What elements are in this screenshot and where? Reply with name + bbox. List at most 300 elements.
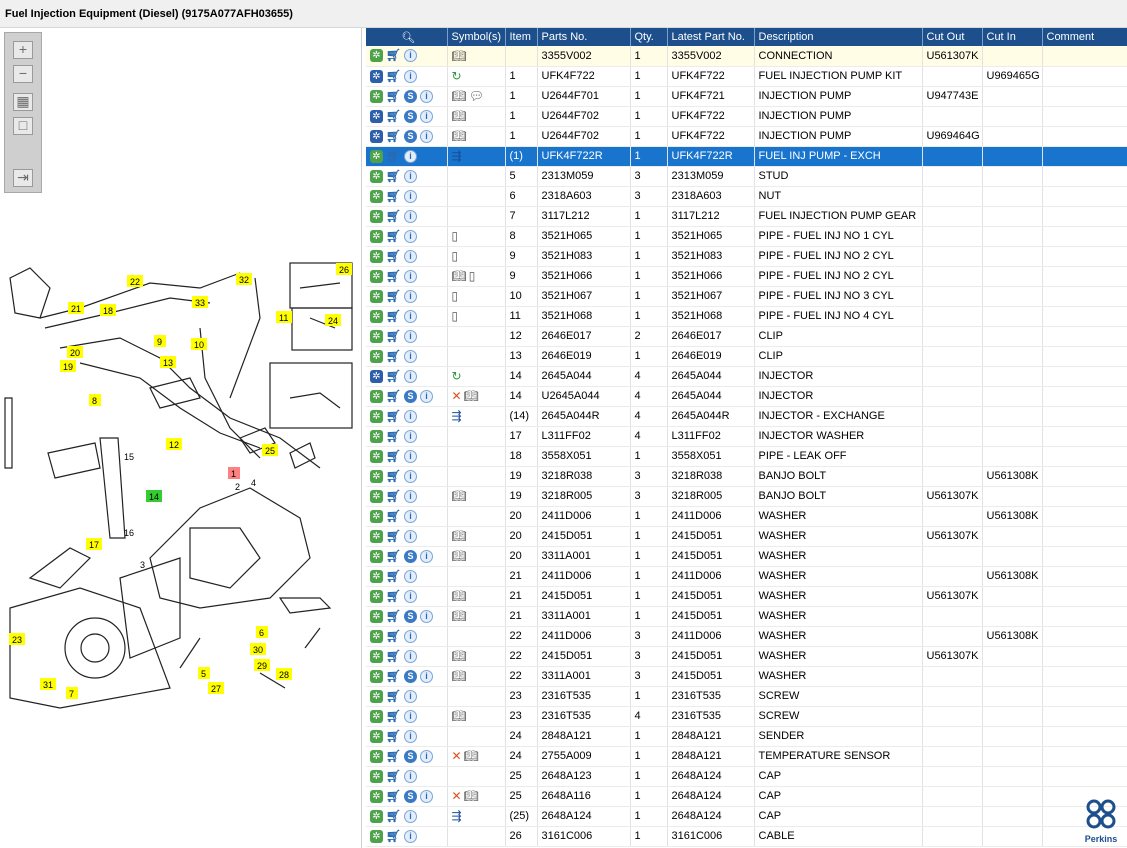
pipe-icon[interactable]: ▯ bbox=[468, 269, 476, 283]
supersession-icon[interactable]: S bbox=[404, 610, 417, 623]
kit-refresh-icon[interactable]: ↻ bbox=[451, 369, 462, 383]
svg-text:21: 21 bbox=[71, 304, 82, 314]
add-to-cart-icon[interactable]: 🛒︎ bbox=[386, 108, 402, 123]
cell-cut-out bbox=[922, 706, 982, 726]
table-row[interactable] bbox=[366, 586, 1127, 606]
cell-item: 25 bbox=[505, 786, 537, 806]
part-details-icon[interactable]: ✲ bbox=[370, 650, 383, 663]
table-row[interactable] bbox=[366, 786, 1127, 806]
callout-1 bbox=[228, 467, 240, 479]
row-actions bbox=[366, 706, 447, 726]
cell-description: PIPE - FUEL INJ NO 2 CYL bbox=[754, 266, 922, 286]
supersession-icon[interactable]: S bbox=[404, 390, 417, 403]
part-details-icon[interactable]: ✲ bbox=[370, 530, 383, 543]
part-details-icon[interactable]: ✲ bbox=[370, 390, 383, 403]
add-to-cart-icon[interactable]: 🛒︎ bbox=[386, 408, 402, 423]
info-icon[interactable]: i bbox=[420, 750, 433, 763]
fit-view-button[interactable]: ▦ bbox=[13, 93, 33, 111]
table-row[interactable] bbox=[366, 126, 1127, 146]
add-to-cart-icon[interactable]: 🛒︎ bbox=[386, 688, 402, 703]
discontinued-icon[interactable]: ✕ bbox=[451, 789, 462, 803]
info-icon[interactable]: i bbox=[404, 510, 417, 523]
add-to-cart-icon[interactable]: 🛒︎ bbox=[386, 628, 402, 643]
cell-cut-out: U947743E bbox=[922, 86, 982, 106]
cell-qty: 1 bbox=[630, 66, 667, 86]
supersession-icon[interactable]: S bbox=[404, 110, 417, 123]
info-icon[interactable]: i bbox=[404, 310, 417, 323]
add-to-cart-icon[interactable]: 🛒︎ bbox=[386, 648, 402, 663]
table-row[interactable] bbox=[366, 566, 1127, 586]
cell-qty: 1 bbox=[630, 106, 667, 126]
table-row[interactable] bbox=[366, 646, 1127, 666]
part-details-icon[interactable]: ✲ bbox=[370, 810, 383, 823]
add-to-cart-icon[interactable]: 🛒︎ bbox=[386, 768, 402, 783]
svg-text:30: 30 bbox=[253, 645, 264, 655]
row-symbols bbox=[447, 606, 505, 626]
cell-latest-part: 3355V002 bbox=[667, 46, 754, 66]
book-icon[interactable]: 📖︎ bbox=[451, 89, 467, 103]
table-row[interactable] bbox=[366, 306, 1127, 326]
cell-item: 14 bbox=[505, 386, 537, 406]
part-details-icon[interactable]: ✲ bbox=[370, 770, 383, 783]
column-header-symbols[interactable]: Symbol(s) bbox=[447, 28, 505, 46]
add-to-cart-icon[interactable]: 🛒︎ bbox=[386, 48, 402, 63]
cell-cut-out bbox=[922, 466, 982, 486]
table-row[interactable] bbox=[366, 66, 1127, 86]
table-row[interactable] bbox=[366, 86, 1127, 106]
cell-latest-part: 2648A124 bbox=[667, 806, 754, 826]
part-details-icon[interactable]: ✲ bbox=[370, 570, 383, 583]
part-details-icon[interactable]: ✲ bbox=[370, 670, 383, 683]
cell-cut-in bbox=[982, 826, 1042, 846]
cell-parts-no: 3218R038 bbox=[537, 466, 630, 486]
part-details-icon[interactable]: ✲ bbox=[370, 730, 383, 743]
part-details-icon[interactable]: ✲ bbox=[370, 450, 383, 463]
reset-view-button[interactable]: □ bbox=[13, 117, 33, 135]
cell-parts-no: 2411D006 bbox=[537, 626, 630, 646]
zoom-in-button[interactable]: + bbox=[13, 41, 33, 59]
supersession-icon[interactable]: S bbox=[404, 670, 417, 683]
info-icon[interactable]: i bbox=[404, 330, 417, 343]
book-icon[interactable]: 📖︎ bbox=[451, 489, 467, 503]
cell-item: 5 bbox=[505, 166, 537, 186]
table-row[interactable] bbox=[366, 346, 1127, 366]
add-to-cart-icon[interactable]: 🛒︎ bbox=[386, 608, 402, 623]
cell-cut-out: U969464G bbox=[922, 126, 982, 146]
book-icon[interactable]: 📖︎ bbox=[451, 669, 467, 683]
part-details-icon[interactable]: ✲ bbox=[370, 710, 383, 723]
part-details-icon[interactable]: ✲ bbox=[370, 350, 383, 363]
table-row[interactable] bbox=[366, 226, 1127, 246]
zoom-toolbox bbox=[4, 32, 42, 193]
book-icon[interactable]: 📖︎ bbox=[451, 709, 467, 723]
svg-text:16: 16 bbox=[124, 528, 135, 538]
info-icon[interactable]: i bbox=[404, 410, 417, 423]
table-row[interactable] bbox=[366, 706, 1127, 726]
cell-cut-in bbox=[982, 446, 1042, 466]
add-to-cart-icon[interactable]: 🛒︎ bbox=[386, 508, 402, 523]
column-header-cut-out[interactable]: Cut Out bbox=[922, 28, 982, 46]
row-symbols bbox=[447, 406, 505, 426]
row-actions bbox=[366, 606, 447, 626]
part-details-icon[interactable]: ✲ bbox=[370, 310, 383, 323]
table-row[interactable] bbox=[366, 406, 1127, 426]
add-to-cart-icon[interactable]: 🛒︎ bbox=[386, 188, 402, 203]
info-icon[interactable]: i bbox=[404, 250, 417, 263]
info-icon[interactable]: i bbox=[404, 690, 417, 703]
cell-latest-part: 3218R005 bbox=[667, 486, 754, 506]
table-row[interactable] bbox=[366, 546, 1127, 566]
info-icon[interactable]: i bbox=[404, 810, 417, 823]
info-icon[interactable]: i bbox=[404, 450, 417, 463]
info-icon[interactable]: i bbox=[420, 130, 433, 143]
row-actions bbox=[366, 426, 447, 446]
column-header-item[interactable]: Item bbox=[505, 28, 537, 46]
discontinued-icon[interactable]: ✕ bbox=[451, 389, 462, 403]
table-row[interactable] bbox=[366, 106, 1127, 126]
info-icon[interactable]: i bbox=[420, 790, 433, 803]
part-details-icon[interactable]: ✲ bbox=[370, 590, 383, 603]
add-to-cart-icon[interactable]: 🛒︎ bbox=[386, 388, 402, 403]
cell-cut-in bbox=[982, 46, 1042, 66]
cell-parts-no: U2644F702 bbox=[537, 126, 630, 146]
info-icon[interactable]: i bbox=[404, 49, 417, 62]
table-row[interactable] bbox=[366, 426, 1127, 446]
zoom-out-button[interactable]: − bbox=[13, 65, 33, 83]
table-row[interactable] bbox=[366, 166, 1127, 186]
add-to-cart-icon[interactable]: 🛒︎ bbox=[386, 308, 402, 323]
add-to-cart-icon[interactable]: 🛒︎ bbox=[386, 588, 402, 603]
part-details-icon[interactable]: ✲ bbox=[370, 790, 383, 803]
part-details-icon[interactable]: ✲ bbox=[370, 190, 383, 203]
add-to-cart-icon[interactable]: 🛒︎ bbox=[386, 808, 402, 823]
info-icon[interactable]: i bbox=[420, 610, 433, 623]
cell-description: INJECTION PUMP bbox=[754, 86, 922, 106]
add-to-cart-icon[interactable]: 🛒︎ bbox=[386, 248, 402, 263]
cell-comment bbox=[1042, 226, 1127, 246]
cell-description: INJECTOR bbox=[754, 386, 922, 406]
cell-cut-in bbox=[982, 706, 1042, 726]
column-header-description[interactable]: Description bbox=[754, 28, 922, 46]
book-icon[interactable]: 📖︎ bbox=[451, 48, 467, 63]
row-symbols bbox=[447, 226, 505, 246]
part-details-icon[interactable]: ✲ bbox=[370, 150, 383, 163]
cell-comment bbox=[1042, 186, 1127, 206]
callout-14 bbox=[146, 490, 162, 502]
exploded-parts-diagram[interactable] bbox=[0, 228, 362, 718]
book-icon[interactable]: 📖︎ bbox=[451, 549, 467, 563]
cell-latest-part: 2415D051 bbox=[667, 526, 754, 546]
cell-latest-part: 2318A603 bbox=[667, 186, 754, 206]
info-icon[interactable]: i bbox=[404, 630, 417, 643]
table-row[interactable] bbox=[366, 206, 1127, 226]
cell-cut-out bbox=[922, 746, 982, 766]
part-details-icon[interactable]: ✲ bbox=[370, 630, 383, 643]
part-details-icon[interactable]: ✲ bbox=[370, 170, 383, 183]
callout-13 bbox=[160, 356, 176, 368]
row-actions bbox=[366, 126, 447, 146]
info-icon[interactable]: i bbox=[404, 150, 417, 163]
add-to-cart-icon[interactable]: 🛒︎ bbox=[386, 748, 402, 763]
info-icon[interactable]: i bbox=[404, 170, 417, 183]
table-row[interactable] bbox=[366, 626, 1127, 646]
table-row[interactable] bbox=[366, 686, 1127, 706]
info-icon[interactable]: i bbox=[404, 270, 417, 283]
info-icon[interactable]: i bbox=[404, 210, 417, 223]
pipe-icon[interactable]: ▯ bbox=[451, 309, 459, 323]
cell-qty: 1 bbox=[630, 46, 667, 66]
cell-parts-no: 2316T535 bbox=[537, 686, 630, 706]
table-row[interactable] bbox=[366, 806, 1127, 826]
row-symbols bbox=[447, 726, 505, 746]
book-icon[interactable]: 📖︎ bbox=[451, 269, 467, 283]
part-kit-icon[interactable]: ✲ bbox=[370, 130, 383, 143]
kit-refresh-icon[interactable]: ↻ bbox=[451, 69, 462, 83]
info-icon[interactable]: i bbox=[404, 70, 417, 83]
table-row[interactable] bbox=[366, 46, 1127, 66]
add-to-cart-icon[interactable]: 🛒︎ bbox=[386, 728, 402, 743]
info-icon[interactable]: i bbox=[404, 470, 417, 483]
table-row[interactable] bbox=[366, 746, 1127, 766]
add-to-cart-icon[interactable]: 🛒︎ bbox=[386, 788, 402, 803]
discontinued-icon[interactable]: ✕ bbox=[451, 749, 462, 763]
column-header-comment[interactable]: Comment bbox=[1042, 28, 1127, 46]
column-header-cut-in[interactable]: Cut In bbox=[982, 28, 1042, 46]
info-icon[interactable]: i bbox=[420, 110, 433, 123]
info-icon[interactable]: i bbox=[404, 190, 417, 203]
info-icon[interactable]: i bbox=[404, 590, 417, 603]
table-row[interactable] bbox=[366, 286, 1127, 306]
add-to-cart-icon[interactable]: 🛒︎ bbox=[386, 708, 402, 723]
cell-description: CLIP bbox=[754, 326, 922, 346]
part-details-icon[interactable]: ✲ bbox=[370, 90, 383, 103]
part-details-icon[interactable]: ✲ bbox=[370, 430, 383, 443]
part-details-icon[interactable]: ✲ bbox=[370, 410, 383, 423]
cell-cut-out: U561307K bbox=[922, 486, 982, 506]
part-details-icon[interactable]: ✲ bbox=[370, 750, 383, 763]
add-to-cart-icon[interactable]: 🛒︎ bbox=[386, 288, 402, 303]
table-row[interactable] bbox=[366, 366, 1127, 386]
cell-latest-part: 3521H066 bbox=[667, 266, 754, 286]
table-row[interactable] bbox=[366, 446, 1127, 466]
cell-item: 20 bbox=[505, 526, 537, 546]
row-symbols bbox=[447, 446, 505, 466]
cell-parts-no: L311FF02 bbox=[537, 426, 630, 446]
callout-21 bbox=[68, 302, 84, 314]
table-row[interactable] bbox=[366, 666, 1127, 686]
comment-icon[interactable]: 💬︎ bbox=[468, 89, 484, 103]
info-icon[interactable]: i bbox=[404, 530, 417, 543]
callout-9 bbox=[154, 335, 166, 347]
cell-description: CAP bbox=[754, 786, 922, 806]
book-icon[interactable]: 📖︎ bbox=[451, 529, 467, 543]
info-icon[interactable]: i bbox=[404, 710, 417, 723]
cell-comment bbox=[1042, 666, 1127, 686]
table-row[interactable] bbox=[366, 506, 1127, 526]
book-icon[interactable]: 📖︎ bbox=[463, 749, 479, 763]
cell-description: BANJO BOLT bbox=[754, 466, 922, 486]
add-to-cart-icon[interactable]: 🛒︎ bbox=[386, 88, 402, 103]
info-icon[interactable]: i bbox=[404, 350, 417, 363]
info-icon[interactable]: i bbox=[404, 650, 417, 663]
table-row[interactable] bbox=[366, 146, 1127, 166]
cell-latest-part: 2415D051 bbox=[667, 666, 754, 686]
supersession-icon[interactable]: S bbox=[404, 550, 417, 563]
table-row[interactable] bbox=[366, 246, 1127, 266]
add-to-cart-icon[interactable]: 🛒︎ bbox=[386, 68, 402, 83]
book-icon[interactable]: 📖︎ bbox=[451, 129, 467, 143]
row-actions bbox=[366, 626, 447, 646]
row-symbols bbox=[447, 586, 505, 606]
table-row[interactable] bbox=[366, 726, 1127, 746]
add-to-cart-icon[interactable]: 🛒︎ bbox=[386, 348, 402, 363]
cell-latest-part: 2646E019 bbox=[667, 346, 754, 366]
cell-qty: 1 bbox=[630, 506, 667, 526]
cell-item: 24 bbox=[505, 746, 537, 766]
table-row[interactable] bbox=[366, 526, 1127, 546]
supersession-icon[interactable]: S bbox=[404, 750, 417, 763]
info-icon[interactable]: i bbox=[420, 390, 433, 403]
part-details-icon[interactable]: ✲ bbox=[370, 490, 383, 503]
svg-text:7: 7 bbox=[69, 689, 75, 699]
part-details-icon[interactable]: ✲ bbox=[370, 470, 383, 483]
row-symbols bbox=[447, 326, 505, 346]
add-to-cart-icon[interactable]: 🛒︎ bbox=[386, 668, 402, 683]
column-header-parts-no[interactable]: Parts No. bbox=[537, 28, 630, 46]
supersession-icon[interactable]: S bbox=[404, 790, 417, 803]
row-actions bbox=[366, 146, 447, 166]
callout-20 bbox=[67, 346, 83, 358]
add-to-cart-icon[interactable]: 🛒︎ bbox=[386, 428, 402, 443]
cell-parts-no: 2316T535 bbox=[537, 706, 630, 726]
row-symbols bbox=[447, 66, 505, 86]
column-header-actions[interactable] bbox=[366, 28, 447, 46]
cell-cut-out bbox=[922, 766, 982, 786]
add-to-cart-icon[interactable]: 🛒︎ bbox=[386, 228, 402, 243]
table-row[interactable] bbox=[366, 486, 1127, 506]
cell-qty: 3 bbox=[630, 666, 667, 686]
info-icon[interactable]: i bbox=[420, 90, 433, 103]
book-icon[interactable]: 📖︎ bbox=[451, 589, 467, 603]
pipe-icon[interactable]: ▯ bbox=[451, 229, 459, 243]
callout-29 bbox=[254, 659, 270, 671]
part-details-icon[interactable]: ✲ bbox=[370, 690, 383, 703]
book-icon[interactable]: 📖︎ bbox=[463, 389, 479, 403]
part-details-icon[interactable]: ✲ bbox=[370, 330, 383, 343]
cell-description: WASHER bbox=[754, 566, 922, 586]
part-details-icon[interactable]: ✲ bbox=[370, 250, 383, 263]
pipe-icon[interactable]: ▯ bbox=[451, 289, 459, 303]
row-symbols bbox=[447, 126, 505, 146]
add-to-cart-icon[interactable]: 🛒︎ bbox=[386, 528, 402, 543]
table-row[interactable] bbox=[366, 466, 1127, 486]
add-to-cart-icon[interactable]: 🛒︎ bbox=[386, 148, 402, 163]
part-details-icon[interactable]: ✲ bbox=[370, 510, 383, 523]
row-actions bbox=[366, 546, 447, 566]
info-icon[interactable]: i bbox=[420, 550, 433, 563]
add-to-cart-icon[interactable]: 🛒︎ bbox=[386, 568, 402, 583]
exchange-icon[interactable]: ⇶ bbox=[451, 149, 462, 163]
part-kit-icon[interactable]: ✲ bbox=[370, 370, 383, 383]
table-row[interactable] bbox=[366, 186, 1127, 206]
add-to-cart-icon[interactable]: 🛒︎ bbox=[386, 468, 402, 483]
info-icon[interactable]: i bbox=[420, 670, 433, 683]
part-details-icon[interactable]: ✲ bbox=[370, 270, 383, 283]
part-details-icon[interactable]: ✲ bbox=[370, 230, 383, 243]
table-row[interactable] bbox=[366, 606, 1127, 626]
add-to-cart-icon[interactable]: 🛒︎ bbox=[386, 128, 402, 143]
part-details-icon[interactable]: ✲ bbox=[370, 290, 383, 303]
cell-parts-no: 3218R005 bbox=[537, 486, 630, 506]
book-icon[interactable]: 📖︎ bbox=[451, 649, 467, 663]
exchange-icon[interactable]: ⇶ bbox=[451, 409, 462, 423]
toggle-panel-button[interactable]: ⇥ bbox=[13, 169, 33, 187]
info-icon[interactable]: i bbox=[404, 490, 417, 503]
add-to-cart-icon[interactable]: 🛒︎ bbox=[386, 548, 402, 563]
info-icon[interactable]: i bbox=[404, 570, 417, 583]
column-header-latest-part[interactable]: Latest Part No. bbox=[667, 28, 754, 46]
add-to-cart-icon[interactable]: 🛒︎ bbox=[386, 448, 402, 463]
table-row[interactable] bbox=[366, 826, 1127, 846]
table-row[interactable] bbox=[366, 386, 1127, 406]
add-to-cart-icon[interactable]: 🛒︎ bbox=[386, 168, 402, 183]
part-details-icon[interactable]: ✲ bbox=[370, 550, 383, 563]
row-symbols bbox=[447, 546, 505, 566]
supersession-icon[interactable]: S bbox=[404, 130, 417, 143]
add-to-cart-icon[interactable]: 🛒︎ bbox=[386, 208, 402, 223]
part-details-icon[interactable]: ✲ bbox=[370, 210, 383, 223]
info-icon[interactable]: i bbox=[404, 230, 417, 243]
add-to-cart-icon[interactable]: 🛒︎ bbox=[386, 368, 402, 383]
cell-cut-out bbox=[922, 626, 982, 646]
cell-qty: 3 bbox=[630, 486, 667, 506]
part-kit-icon[interactable]: ✲ bbox=[370, 70, 383, 83]
supersession-icon[interactable]: S bbox=[404, 90, 417, 103]
info-icon[interactable]: i bbox=[404, 290, 417, 303]
info-icon[interactable]: i bbox=[404, 770, 417, 783]
add-to-cart-icon[interactable]: 🛒︎ bbox=[386, 488, 402, 503]
part-details-icon[interactable]: ✲ bbox=[370, 49, 383, 62]
add-to-cart-icon[interactable]: 🛒︎ bbox=[386, 268, 402, 283]
table-row[interactable] bbox=[366, 266, 1127, 286]
cell-description: INJECTION PUMP bbox=[754, 106, 922, 126]
add-to-cart-icon[interactable]: 🛒︎ bbox=[386, 828, 402, 843]
table-row[interactable] bbox=[366, 326, 1127, 346]
part-details-icon[interactable]: ✲ bbox=[370, 610, 383, 623]
cell-cut-in bbox=[982, 806, 1042, 826]
cell-comment bbox=[1042, 326, 1127, 346]
column-header-qty[interactable]: Qty. bbox=[630, 28, 667, 46]
info-icon[interactable]: i bbox=[404, 730, 417, 743]
svg-text:12: 12 bbox=[169, 440, 180, 450]
info-icon[interactable]: i bbox=[404, 830, 417, 843]
pipe-icon[interactable]: ▯ bbox=[451, 249, 459, 263]
search-icon: 🔍︎ bbox=[401, 31, 416, 44]
book-icon[interactable]: 📖︎ bbox=[463, 789, 479, 803]
info-icon[interactable]: i bbox=[404, 430, 417, 443]
cell-item: 1 bbox=[505, 106, 537, 126]
table-row[interactable] bbox=[366, 766, 1127, 786]
cell-item: 20 bbox=[505, 506, 537, 526]
cell-cut-out bbox=[922, 346, 982, 366]
add-to-cart-icon[interactable]: 🛒︎ bbox=[386, 328, 402, 343]
info-icon[interactable]: i bbox=[404, 370, 417, 383]
part-details-icon[interactable]: ✲ bbox=[370, 830, 383, 843]
book-icon[interactable]: 📖︎ bbox=[451, 609, 467, 623]
part-kit-icon[interactable]: ✲ bbox=[370, 110, 383, 123]
book-icon[interactable]: 📖︎ bbox=[451, 109, 467, 123]
exchange-icon[interactable]: ⇶ bbox=[451, 809, 462, 823]
